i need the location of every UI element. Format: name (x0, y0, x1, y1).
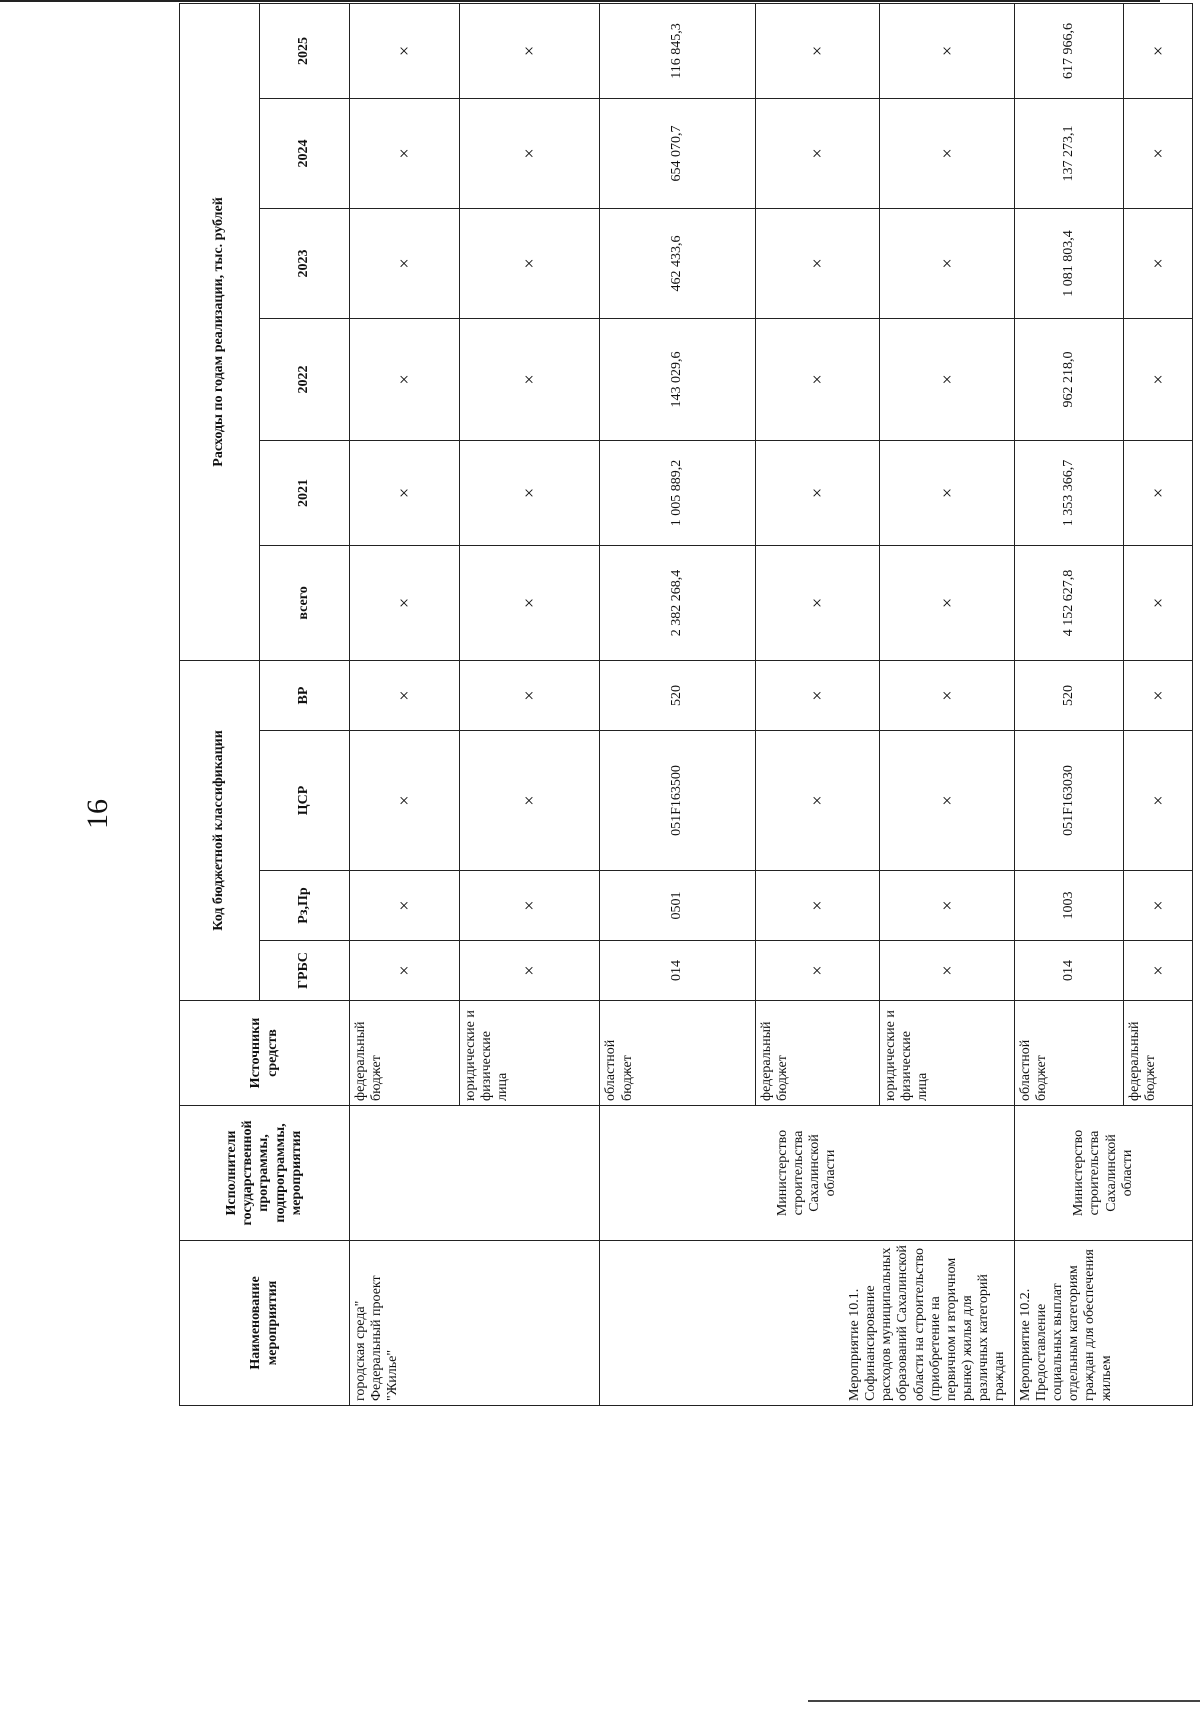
grbs-cell: × (880, 941, 1015, 1001)
table-row (1015, 3, 1124, 1405)
grbs-cell: × (459, 941, 600, 1001)
grbs-cell: × (350, 941, 460, 1001)
activity-executor: Министерство строительства Сахалинской области (600, 1106, 1015, 1241)
year-2024-cell: 137 273,1 (1015, 98, 1124, 208)
year-2022-cell: × (755, 318, 880, 440)
csr-cell: × (755, 731, 880, 871)
year-2023-cell: × (880, 208, 1015, 318)
vr-cell: 520 (1015, 660, 1124, 730)
header-grbs: ГРБС (260, 941, 350, 1001)
activity-name: городская среда" Федеральный проект "Жилье" (350, 1241, 600, 1406)
funding-source: федеральный бюджет (755, 1001, 880, 1106)
year-2021-cell: 1 005 889,2 (600, 440, 755, 545)
year-2022-cell: 962 218,0 (1015, 318, 1124, 440)
vr-cell: 520 (600, 660, 755, 730)
rotated-table-frame (179, 22, 1193, 1406)
header-2023: 2023 (260, 208, 350, 318)
header-expenses: Расходы по годам реализации, тыс. рублей (180, 3, 260, 660)
table-row (350, 3, 460, 1405)
rzpr-cell: × (1123, 871, 1192, 941)
activity-name: Мероприятие 10.1. Софинансирование расходов муниципальных образований Сахалинской области на строительство (приобретение на первичном и вторичном рынке) жилья для различных категорий граждан (600, 1241, 1015, 1406)
year-2024-cell: × (880, 98, 1015, 208)
table-row (600, 3, 755, 1405)
grbs-cell: 014 (1015, 941, 1124, 1001)
total-cell: × (459, 545, 600, 660)
year-2024-cell: × (755, 98, 880, 208)
header-sources: Источники средств (180, 1001, 350, 1106)
year-2021-cell: × (880, 440, 1015, 545)
csr-cell: × (350, 731, 460, 871)
year-2025-cell: × (459, 3, 600, 98)
year-2021-cell: × (350, 440, 460, 545)
header-2024: 2024 (260, 98, 350, 208)
csr-cell: × (459, 731, 600, 871)
top-border-line (0, 0, 1160, 2)
year-2021-cell: × (1123, 440, 1192, 545)
year-2023-cell: × (1123, 208, 1192, 318)
page-number: 16 (81, 799, 114, 829)
year-2025-cell: × (880, 3, 1015, 98)
header-executors: Исполнители государственной программы, подпрограммы, мероприятия (180, 1106, 350, 1241)
year-2022-cell: × (459, 318, 600, 440)
vr-cell: × (1123, 660, 1192, 730)
grbs-cell: × (755, 941, 880, 1001)
header-2022: 2022 (260, 318, 350, 440)
table-container (179, 22, 1200, 1401)
grbs-cell: × (1123, 941, 1192, 1001)
funding-source: областной бюджет (1015, 1001, 1124, 1106)
year-2023-cell: 462 433,6 (600, 208, 755, 318)
year-2021-cell: 1 353 366,7 (1015, 440, 1124, 545)
activity-name: Мероприятие 10.2. Предоставление социальных выплат отдельным категориям граждан для обеспечения жильем (1015, 1241, 1193, 1406)
funding-source: федеральный бюджет (1123, 1001, 1192, 1106)
rzpr-cell: × (459, 871, 600, 941)
header-vr: ВР (260, 660, 350, 730)
vr-cell: × (880, 660, 1015, 730)
rzpr-cell: × (755, 871, 880, 941)
header-name: Наименование мероприятия (180, 1241, 350, 1406)
year-2023-cell: × (459, 208, 600, 318)
year-2025-cell: × (1123, 3, 1192, 98)
year-2025-cell: × (755, 3, 880, 98)
vr-cell: × (459, 660, 600, 730)
total-cell: × (755, 545, 880, 660)
header-budget-code: Код бюджетной классификации (180, 660, 260, 1000)
csr-cell: 051F163030 (1015, 731, 1124, 871)
total-cell: 4 152 627,8 (1015, 545, 1124, 660)
grbs-cell: 014 (600, 941, 755, 1001)
csr-cell: 051F163500 (600, 731, 755, 871)
header-rzpr: Рз,Пр (260, 871, 350, 941)
rzpr-cell: × (350, 871, 460, 941)
rzpr-cell: 0501 (600, 871, 755, 941)
total-cell: × (350, 545, 460, 660)
year-2025-cell: 116 845,3 (600, 3, 755, 98)
funding-source: юридические и физические лица (459, 1001, 600, 1106)
year-2024-cell: × (459, 98, 600, 208)
csr-cell: × (1123, 731, 1192, 871)
year-2022-cell: 143 029,6 (600, 318, 755, 440)
header-csr: ЦСР (260, 731, 350, 871)
activity-executor: Министерство строительства Сахалинской области (1015, 1106, 1193, 1241)
funding-source: юридические и физические лица (880, 1001, 1015, 1106)
total-cell: 2 382 268,4 (600, 545, 755, 660)
year-2024-cell: 654 070,7 (600, 98, 755, 208)
year-2022-cell: × (350, 318, 460, 440)
total-cell: × (880, 545, 1015, 660)
rzpr-cell: × (880, 871, 1015, 941)
header-2021: 2021 (260, 440, 350, 545)
header-2025: 2025 (260, 3, 350, 98)
year-2021-cell: × (459, 440, 600, 545)
year-2024-cell: × (1123, 98, 1192, 208)
vr-cell: × (755, 660, 880, 730)
vr-cell: × (350, 660, 460, 730)
year-2025-cell: 617 966,6 (1015, 3, 1124, 98)
funding-source: федеральный бюджет (350, 1001, 460, 1106)
activity-executor (350, 1106, 600, 1241)
csr-cell: × (880, 731, 1015, 871)
bottom-border-line (808, 1700, 1200, 1702)
rzpr-cell: 1003 (1015, 871, 1124, 941)
year-2023-cell: 1 081 803,4 (1015, 208, 1124, 318)
year-2025-cell: × (350, 3, 460, 98)
year-2022-cell: × (1123, 318, 1192, 440)
budget-table (179, 3, 1193, 1406)
total-cell: × (1123, 545, 1192, 660)
year-2024-cell: × (350, 98, 460, 208)
year-2021-cell: × (755, 440, 880, 545)
year-2022-cell: × (880, 318, 1015, 440)
year-2023-cell: × (350, 208, 460, 318)
funding-source: областной бюджет (600, 1001, 755, 1106)
header-total: всего (260, 545, 350, 660)
year-2023-cell: × (755, 208, 880, 318)
